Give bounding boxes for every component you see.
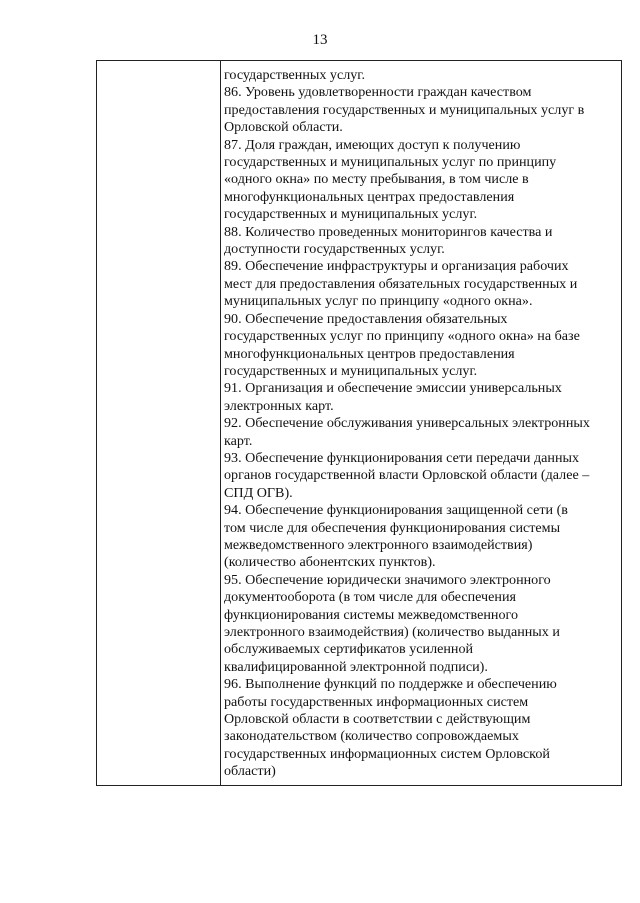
table-left-cell	[97, 61, 220, 785]
text-line: государственных информационных систем Орловской	[224, 745, 550, 762]
text-line: 91. Организация и обеспечение эмиссии универсальных	[224, 380, 562, 397]
text-line: документооборота (в том числе для обеспечения	[224, 589, 516, 606]
text-line: 88. Количество проведенных мониторингов качества и	[224, 223, 553, 240]
text-line: государственных и муниципальных услуг по принципу	[224, 154, 557, 171]
text-line: 93. Обеспечение функционирования сети передачи данных	[224, 449, 580, 466]
text-line: области)	[224, 763, 276, 780]
text-line: многофункциональных центров предоставления	[224, 345, 515, 362]
text-line: 95. Обеспечение юридически значимого электронного	[224, 571, 551, 588]
text-line: обслуживаемых сертификатов усиленной	[224, 641, 474, 658]
text-line: государственных услуг по принципу «одного окна» на базе	[224, 328, 580, 345]
text-line: «одного окна» по месту пребывания, в том числе в	[224, 171, 529, 188]
text-line: предоставления государственных и муниципальных услуг в	[224, 101, 585, 118]
text-line: 92. Обеспечение обслуживания универсальных электронных	[224, 415, 590, 432]
page-number: 13	[312, 32, 328, 48]
text-line: государственных услуг.	[224, 67, 365, 83]
text-line: 86. Уровень удовлетворенности граждан качеством	[224, 84, 532, 101]
text-line: Орловской области в соответствии с действующим	[224, 711, 531, 728]
text-line: работы государственных информационных систем	[224, 693, 529, 710]
text-line: 94. Обеспечение функционирования защищенной сети (в	[224, 502, 568, 519]
text-line: доступности государственных услуг.	[224, 241, 445, 258]
text-line: муниципальных услуг по принципу «одного окна».	[224, 293, 533, 310]
text-line: 89. Обеспечение инфраструктуры и организация рабочих	[224, 258, 569, 275]
text-line: государственных и муниципальных услуг.	[224, 362, 478, 379]
text-line: законодательством (количество сопровождаемых	[224, 728, 519, 745]
text-line: органов государственной власти Орловской области (далее –	[224, 467, 590, 484]
text-line: 90. Обеспечение предоставления обязательных	[224, 310, 508, 327]
text-line: мест для предоставления обязательных государственных и	[224, 275, 578, 292]
text-line: электронного взаимодействия) (количество выданных и	[224, 624, 560, 640]
table-right-cell	[224, 67, 616, 781]
text-line: Орловской области.	[224, 119, 343, 136]
text-line: межведомственного электронного взаимодействия)	[224, 536, 533, 553]
text-line: карт.	[224, 432, 253, 449]
text-line: том числе для обеспечения функционирования системы	[224, 519, 561, 536]
text-line: (количество абонентских пунктов).	[224, 554, 436, 571]
text-line: 96. Выполнение функций по поддержке и обеспечению	[224, 676, 557, 693]
text-line: электронных карт.	[224, 397, 334, 414]
text-line: СПД ОГВ).	[224, 484, 293, 501]
text-line: государственных и муниципальных услуг.	[224, 206, 478, 223]
text-line: функционирования системы межведомственного	[224, 606, 518, 623]
document-table	[96, 60, 622, 786]
text-line: квалифицированной электронной подписи).	[224, 658, 488, 675]
text-line: многофункциональных центрах предоставления	[224, 188, 515, 205]
text-line: 87. Доля граждан, имеющих доступ к получению	[224, 136, 521, 153]
